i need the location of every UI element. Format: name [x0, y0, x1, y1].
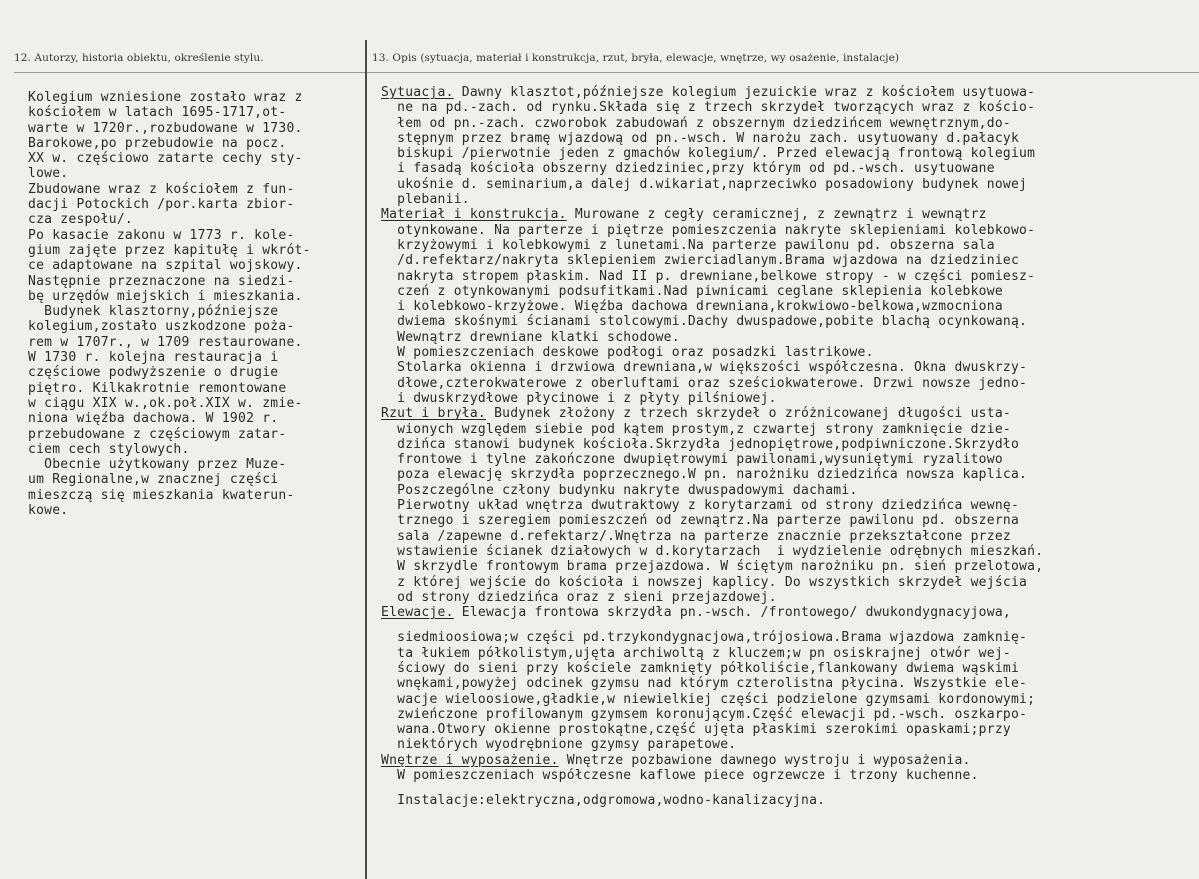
description-text: W pomieszczeniach deskowe podłogi oraz posadzki lastrikowe.	[381, 345, 874, 361]
description-text: czeń z otynkowanymi podsufitkami.Nad piwnicami ceglane sklepienia kolebkowe	[381, 283, 1003, 299]
description-text: łem od pn.-zach. czworobok zabudowań z obszernym dziedzińcem wewnętrznym,do-	[381, 115, 1011, 131]
description-line	[381, 646, 1191, 661]
description-text: plebanii.	[381, 192, 470, 208]
description-line	[381, 146, 1191, 161]
history-line: Obecnie użytkowany przez Muze-	[28, 457, 287, 473]
history-line: dacji Potockich /por.karta zbior-	[28, 197, 295, 213]
description-line	[381, 376, 1191, 391]
section-heading: Wnętrze i wyposażenie.	[381, 752, 559, 768]
description-text: Stolarka okienna i drzwiowa drewniana,w większości współczesna. Okna dwuskrzy-	[381, 360, 1028, 376]
description-text: frontowe i tylne zakończone dwupiętrowymi pawilonami,wysuniętymi ryzalitowo	[381, 452, 1003, 468]
description-line	[381, 100, 1191, 115]
description-text: Poszczególne człony budynku nakryte dwuspadowymi dachami.	[381, 482, 858, 498]
description-line	[381, 161, 1191, 176]
description-line	[381, 544, 1191, 559]
description-line	[381, 661, 1191, 676]
description-line	[381, 116, 1191, 131]
description-text: /d.refektarz/nakryta sklepieniem zwierciadlanym.Brama wjazdowa na dziedziniec	[381, 253, 1020, 269]
description-line	[381, 737, 1191, 752]
description-text: W pomieszczeniach współczesne kaflowe piece ogrzewcze i trzony kuchenne.	[381, 768, 979, 784]
description-line	[381, 513, 1191, 528]
description-line	[381, 314, 1191, 329]
description-line	[381, 253, 1191, 268]
description-line	[381, 722, 1191, 737]
description-line	[381, 85, 1191, 100]
section-heading: Sytuacja.	[381, 85, 454, 100]
history-line: przebudowane z częściowym zatar-	[28, 426, 287, 442]
history-text-column	[28, 90, 363, 518]
description-text: wnękami,powyżej odcinek gzymsu nad którym czterolistna płycina. Wszystkie ele-	[381, 676, 1028, 692]
history-line: XX w. częściowo zatarte cechy sty-	[28, 151, 303, 167]
description-line	[381, 529, 1191, 544]
description-line	[381, 299, 1191, 314]
history-line: ciem cech stylowych.	[28, 441, 190, 457]
description-text: Elewacja frontowa skrzydła pn.-wsch. /frontowego/ dwukondygnacyjowa,	[453, 605, 1011, 621]
description-line	[381, 575, 1191, 590]
history-line: mieszczą się mieszkania kwaterun-	[28, 487, 295, 503]
description-text: poza elewację skrzydła poprzecznego.W pn. narożniku dziedzińca nowsza kaplica.	[381, 467, 1028, 483]
history-line: Budynek klasztorny,późniejsze	[28, 304, 279, 320]
history-line: lowe.	[28, 166, 69, 182]
history-line: w ciągu XIX w.,ok.poł.XIX w. zmie-	[28, 395, 303, 411]
description-line	[381, 483, 1191, 498]
description-text: i kolebkowo-krzyżowe. Więźba dachowa drewniana,krokwiowo-belkowa,wzmocniona	[381, 299, 1003, 315]
description-line	[381, 238, 1191, 253]
description-line	[381, 467, 1191, 482]
history-line: piętro. Kilkakrotnie remontowane	[28, 380, 287, 396]
description-text: sala /zapewne d.refektarz/.Wnętrza na parterze znacznie przekształcone przez	[381, 528, 1011, 544]
description-text: od strony dziedzińca oraz z sieni przejazdowej.	[381, 589, 777, 605]
description-text: wionych względem siebie pod kątem prostym,z czwartej strony zamknięcie dzie-	[381, 421, 1011, 437]
history-line: gium zajęte przez kapitułę i wkrót-	[28, 242, 311, 258]
section-heading: Materiał i konstrukcja.	[381, 207, 567, 223]
description-line	[381, 753, 1191, 768]
description-line	[381, 360, 1191, 375]
history-line: bę urzędów miejskich i mieszkania.	[28, 288, 303, 304]
description-text: i dwuskrzydłowe płycinowe i z płyty pilśniowej.	[381, 390, 777, 406]
description-text: zwieńczone profilowanym gzymsem koronującym.Część elewacji pd.-wsch. oszkarpo-	[381, 706, 1028, 722]
history-line: W 1730 r. kolejna restauracja i	[28, 350, 279, 366]
description-text-column	[381, 85, 1191, 809]
description-line	[381, 793, 1191, 808]
history-line: Kolegium wzniesione zostało wraz z	[28, 90, 303, 105]
description-text: biskupi /pierwotnie jeden z gmachów kolegium/. Przed elewacją frontową kolegium	[381, 146, 1036, 162]
description-text: ta łukiem półkolistym,ujęta archiwoltą z kluczem;w pn osiskrajnej otwór wej-	[381, 645, 1011, 661]
description-text: Murowane z cegły ceramicznej, z zewnątrz i wewnątrz	[566, 207, 987, 223]
right-column-header: 13. Opis (sytuacja, materiał i konstrukcja, rzut, bryła, elewacje, wnętrze, wy osażenie, instalacje)	[372, 52, 900, 64]
history-line: um Regionalne,w znacznej części	[28, 472, 279, 488]
description-line	[381, 406, 1191, 421]
description-text: otynkowane. Na parterze i piętrze pomieszczenia nakryte sklepieniami kolebkowo-	[381, 222, 1036, 238]
description-text: trznego i szeregiem pomieszczeń od zewnątrz.Na parterze pawilonu pd. obszerna	[381, 513, 1020, 529]
description-line	[381, 768, 1191, 783]
history-line: Zbudowane wraz z kościołem z fun-	[28, 181, 295, 197]
description-text: wstawienie ścianek działowych w d.korytarzach i wydzielenie odrębnych mieszkań.	[381, 543, 1044, 559]
description-text: krzyżowymi i kolebkowymi z lunetami.Na parterze pawilonu pd. obszerna sala	[381, 237, 995, 253]
history-line: Następnie przeznaczone na siedzi-	[28, 273, 295, 289]
history-line: kowe.	[28, 503, 69, 519]
history-line: warte w 1720r.,rozbudowane w 1730.	[28, 120, 303, 136]
description-line	[381, 177, 1191, 192]
history-line: kościołem w latach 1695-1717,ot-	[28, 105, 287, 121]
description-text: i fasadą kościoła obszerny dziedziniec,przy którym od pd.-wsch. usytuowane	[381, 161, 995, 177]
description-text: Budynek złożony z trzech skrzydeł o zróżnicowanej długości usta-	[486, 406, 1011, 422]
section-heading: Rzut i bryła.	[381, 406, 486, 422]
section-heading: Elewacje.	[381, 605, 454, 621]
description-text: Pierwotny układ wnętrza dwutraktowy z korytarzami od strony dziedzińca wewnę-	[381, 498, 1020, 514]
description-text: W skrzydle frontowym brama przejazdowa. W ściętym narożniku pn. sień przelotowa,	[381, 559, 1044, 575]
description-text: siedmioosiowa;w części pd.trzykondygnacjowa,trójosiowa.Brama wjazdowa zamknię-	[381, 630, 1028, 646]
history-line: Barokowe,po przebudowie na pocz.	[28, 135, 287, 151]
history-line: częściowe podwyższenie o drugie	[28, 365, 279, 381]
description-line	[381, 590, 1191, 605]
left-column-header: 12. Autorzy, historia obiektu, określenie stylu.	[14, 52, 264, 64]
description-line	[381, 676, 1191, 691]
description-text: dłowe,czterokwaterowe z oberluftami oraz sześciokwaterowe. Drzwi nowsze jedno-	[381, 375, 1028, 391]
description-line	[381, 605, 1191, 620]
description-line	[381, 437, 1191, 452]
description-text: dwiema skośnymi ścianami stolcowymi.Dachy dwuspadowe,pobite blachą ocynkowaną.	[381, 314, 1028, 330]
description-line	[381, 269, 1191, 284]
description-line	[381, 707, 1191, 722]
history-line: rem w 1707r., w 1709 restaurowane.	[28, 334, 303, 350]
description-text: dzińca stanowi budynek kościoła.Skrzydła jednopiętrowe,podpiwniczone.Skrzydło	[381, 436, 1020, 452]
description-line	[381, 692, 1191, 707]
description-line	[381, 452, 1191, 467]
description-text: ukośnie d. seminarium,a dalej d.wikariat,naprzeciwko posadowiony budynek nowej	[381, 176, 1028, 192]
history-line: niona więźba dachowa. W 1902 r.	[28, 411, 279, 427]
description-text: stępnym przez bramę wjazdową od pn.-wsch. W narożu zach. usytuowany d.pałacyk	[381, 130, 1020, 146]
description-text: Wnętrze pozbawione dawnego wystroju i wyposażenia.	[558, 752, 971, 768]
description-line	[381, 223, 1191, 238]
description-line	[381, 192, 1191, 207]
history-line: cza zespołu/.	[28, 212, 133, 228]
description-line	[381, 345, 1191, 360]
description-text: niektórych wyodrębnione gzymsy parapetowe.	[381, 737, 737, 753]
description-text: nakryta stropem płaskim. Nad II p. drewniane,belkowe stropy - w części pomiesz-	[381, 268, 1036, 284]
header-divider	[14, 72, 1199, 73]
description-text: Wewnątrz drewniane klatki schodowe.	[381, 329, 680, 345]
description-line	[381, 207, 1191, 222]
description-line	[381, 559, 1191, 574]
description-line	[381, 630, 1191, 645]
description-text: ściowy do sieni przy kościele zamknięty półkoliście,flankowany dwiema wąskimi	[381, 660, 1020, 676]
description-text: Dawny klasztot,późniejsze kolegium jezuickie wraz z kościołem usytuowa-	[453, 85, 1036, 100]
description-line	[381, 131, 1191, 146]
description-text: wana.Otwory okienne prostokątne,część ujęta płaskimi szerokimi opaskami;przy	[381, 722, 1011, 738]
history-line: ce adaptowane na szpital wojskowy.	[28, 258, 303, 274]
description-line	[381, 391, 1191, 406]
history-line: Po kasacie zakonu w 1773 r. kole-	[28, 227, 295, 243]
description-text: wacje wieloosiowe,gładkie,w niewielkiej części podzielone gzymsami kordonowymi;	[381, 691, 1036, 707]
description-text: z której wejście do kościoła i nowszej kaplicy. Do wszystkich skrzydeł wejścia	[381, 574, 1028, 590]
description-line	[381, 422, 1191, 437]
description-text: ne na pd.-zach. od rynku.Składa się z trzech skrzydeł tworzących wraz z kościo-	[381, 100, 1036, 116]
history-line: kolegium,zostało uszkodzone poża-	[28, 319, 295, 335]
description-line	[381, 498, 1191, 513]
description-text: Instalacje:elektryczna,odgromowa,wodno-kanalizacyjna.	[381, 793, 826, 809]
description-line	[381, 284, 1191, 299]
column-divider	[365, 40, 367, 879]
description-line	[381, 330, 1191, 345]
